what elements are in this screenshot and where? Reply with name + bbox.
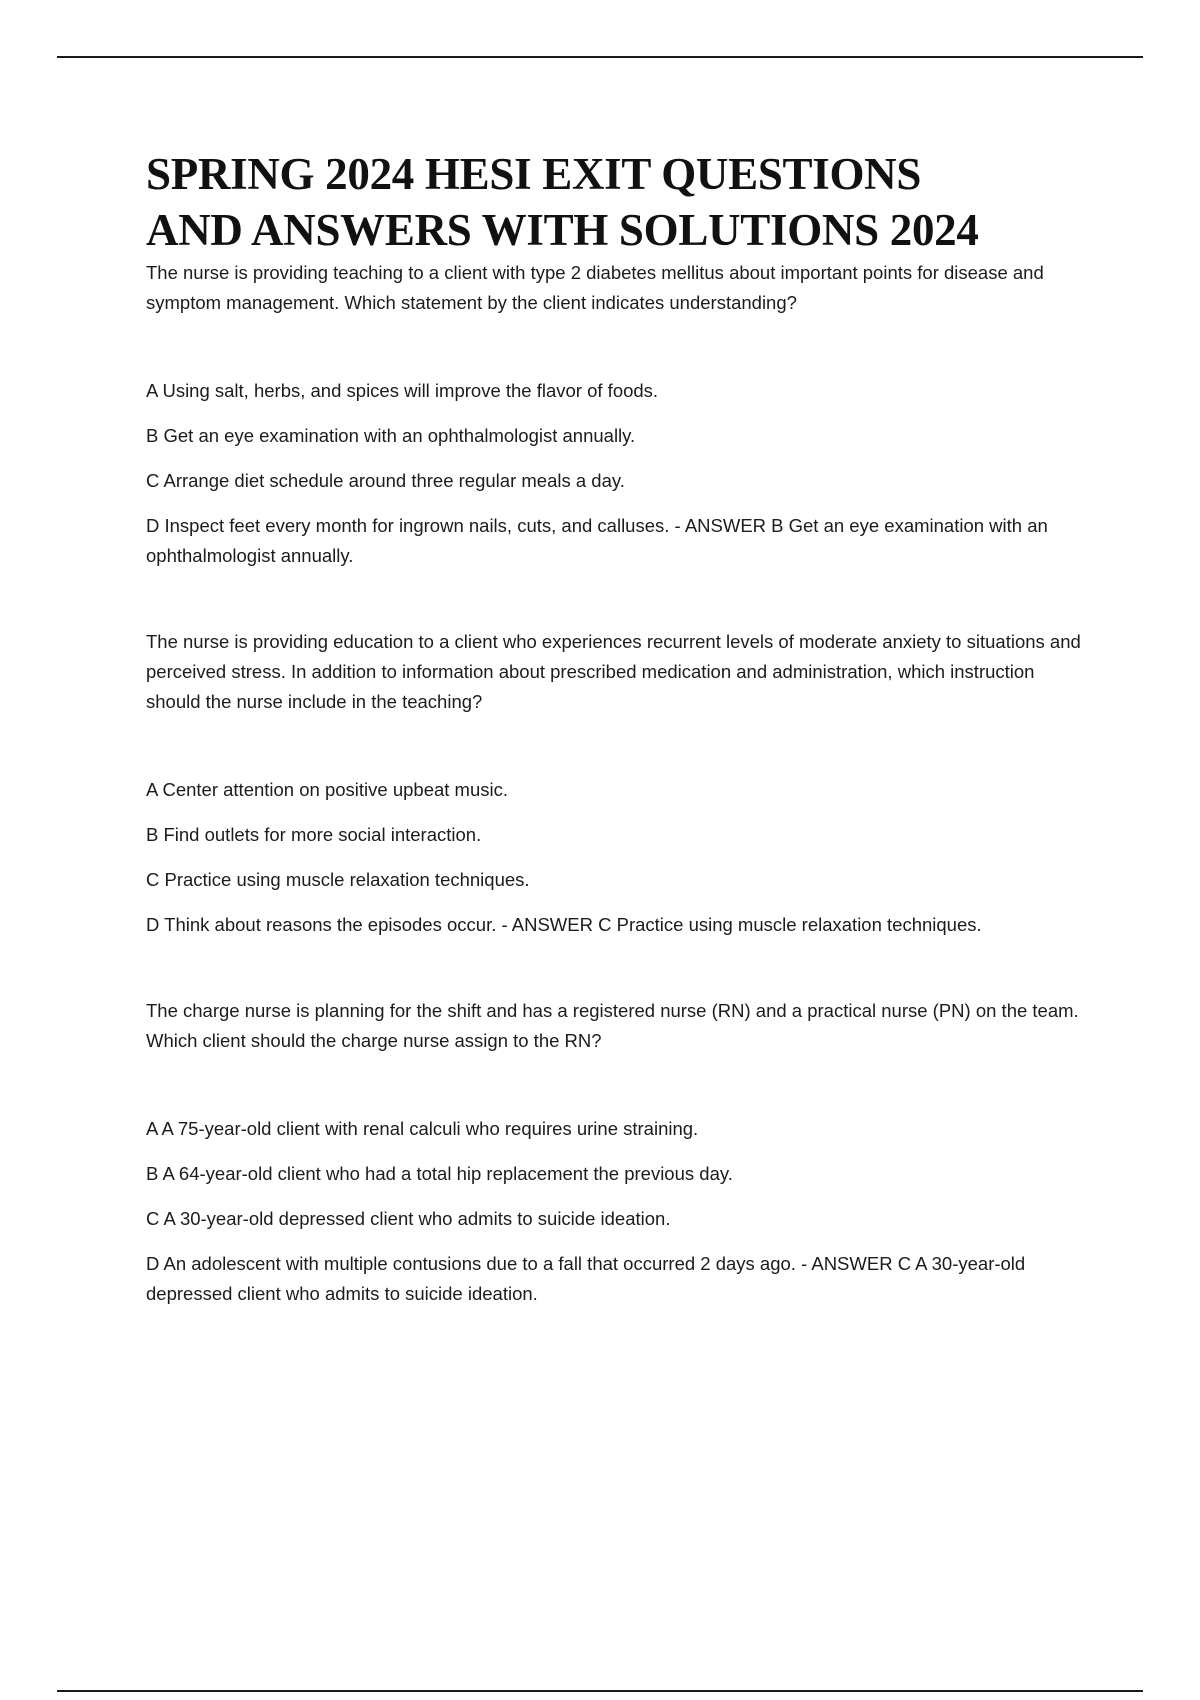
option-c: C Arrange diet schedule around three regular meals a day. <box>146 470 625 491</box>
option-a: A A 75-year-old client with renal calculi who requires urine straining. <box>146 1118 699 1139</box>
option-d-with-answer: D Inspect feet every month for ingrown nails, cuts, and calluses. - ANSWER B Get an eye examination with an ophthalmologist annually. <box>146 515 1048 566</box>
title-line-1: SPRING 2024 HESI EXIT QUESTIONS <box>146 149 922 199</box>
answer-options <box>146 775 1086 940</box>
option-d-with-answer: D An adolescent with multiple contusions due to a fall that occurred 2 days ago. - ANSWER C A 30-year-old depressed client who admits to suicide ideation. <box>146 1253 1026 1304</box>
option-c: C A 30-year-old depressed client who admits to suicide ideation. <box>146 1208 671 1229</box>
option-d-with-answer: D Think about reasons the episodes occur. - ANSWER C Practice using muscle relaxation techniques. <box>146 914 982 935</box>
option-a: A Using salt, herbs, and spices will improve the flavor of foods. <box>146 380 659 401</box>
answer-options <box>146 1114 1086 1309</box>
question-stem: The nurse is providing education to a client who experiences recurrent levels of moderate anxiety to situations and perceived stress. In addition to information about prescribed medication and administration, which instruction should the nurse include in the teaching? <box>146 631 1081 712</box>
question-stem: The nurse is providing teaching to a client with type 2 diabetes mellitus about important points for disease and symptom management. Which statement by the client indicates understanding? <box>146 262 1044 313</box>
question-block-2 <box>146 627 1086 940</box>
option-b: B Find outlets for more social interaction. <box>146 824 482 845</box>
question-block-3 <box>146 996 1086 1309</box>
document-title <box>146 146 1086 258</box>
bottom-divider <box>57 1690 1143 1692</box>
title-line-2: AND ANSWERS WITH SOLUTIONS 2024 <box>146 205 979 255</box>
question-stem: The charge nurse is planning for the shift and has a registered nurse (RN) and a practical nurse (PN) on the team. Which client should the charge nurse assign to the RN? <box>146 1000 1079 1051</box>
option-a: A Center attention on positive upbeat music. <box>146 779 508 800</box>
option-b: B A 64-year-old client who had a total hip replacement the previous day. <box>146 1163 733 1184</box>
document-body <box>146 146 1086 1309</box>
answer-options <box>146 376 1086 571</box>
option-b: B Get an eye examination with an ophthalmologist annually. <box>146 425 636 446</box>
top-divider <box>57 56 1143 58</box>
question-block-1 <box>146 258 1086 571</box>
option-c: C Practice using muscle relaxation techniques. <box>146 869 530 890</box>
